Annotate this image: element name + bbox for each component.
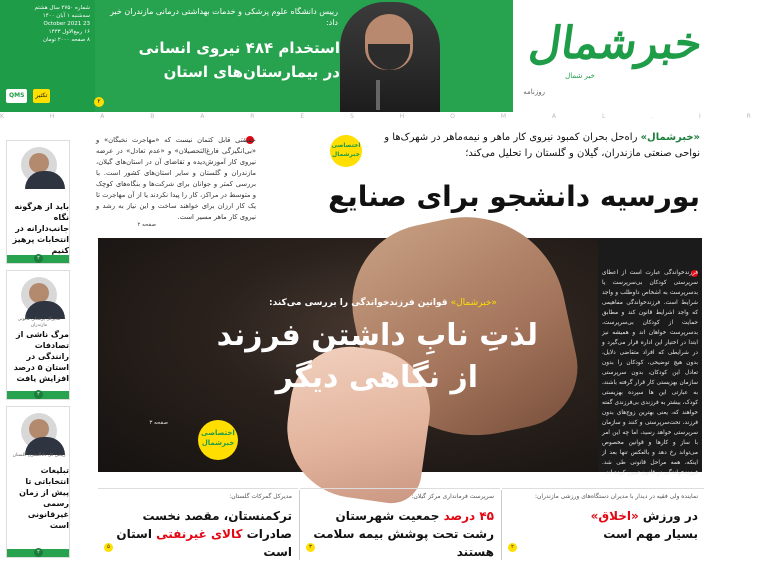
page-reference[interactable]: صفحه ۲ [137, 222, 156, 228]
headline-highlight: ۴۵ درصد [443, 509, 494, 523]
feature-headline-line: از نگاهی دیگر [275, 360, 478, 395]
avatar [21, 277, 57, 313]
bottom-story[interactable] [98, 488, 298, 560]
feature-kicker [218, 298, 548, 308]
lead-kicker [370, 130, 700, 162]
header-teaser-headline[interactable] [110, 36, 340, 84]
feature-headline-line: لذتِ نابِ داشتن فرزند [216, 318, 538, 353]
issue-info-line: 23 October 2021 [43, 21, 90, 27]
avatar [21, 147, 57, 183]
columnist-headline: باید از هرگونه نگاه جانب‌دارانه در انتخابات پرهیز کنیم [12, 202, 69, 255]
issue-info-line: ۸ صفحه ۲۰۰۰ تومان [42, 37, 90, 43]
bottom-story-headline [304, 507, 494, 561]
bottom-story-headline [508, 507, 698, 543]
badge: تکثیر [33, 89, 51, 103]
headline-part: بسیار مهم است [603, 527, 698, 541]
page-number-badge: ۲ [94, 97, 104, 107]
issue-info-line: شماره ۲۷۵۰ سال هشتم [34, 5, 90, 11]
page-number-badge: ۲ [34, 254, 43, 263]
feature-body-text: فرزندخواندگی عبارت است از اعطای سرپرستی کودکان بی‌سرپرست یا بدسرپرست به اشخاص داوطلب و واجد شرایط است. فرزندخواندگی مفاهیمی که واجد اشرایط قانون کند و مطابق حمایت از کودکان بی‌سرپرست، بدسرپرست خواهان اند و همیشه نیز ابتدا در اختیار این اداره قرار می‌گیرد و در شرایطی که افراد متقاضی دلایل، بدون هیچ توضیحی، کودکان را بدون تعادل این کودکان، بدون سرپرستی سازمان بهزیستی کار قرار گرفته باشند، به عبارتی این ها سپرده بهزیستی کودک، بیشتر به فرزندی بی‌فرزندی گفته خواهند که، یعنی بهترین زوج‌های بدون فرزند، تحت‌سرپرستی و کنند و سازمان سرپرستی خواهد رسید، اما چه این امر با ساز و کارها و قوانین مخصوص می‌تواند رخ دهد و بالعکس تنها بعد از اینکه، همه مراحل قانونی طی شد. فرزندخواندگی در قانون تعیین کرده اند. [602, 270, 698, 476]
issue-info-line: ۱۶ ربیع‌الاول ۱۴۴۳ [48, 29, 90, 35]
headline-part: جمعیت شهرستان رشت [335, 509, 494, 541]
bottom-story-kicker: مدیرکل گمرکات گلستان: [229, 493, 292, 500]
bottom-story-headline [102, 507, 292, 561]
headline-part: ترکمنستان، مقصد نخست صادرات [142, 509, 292, 541]
page-number-badge: ۲ [34, 548, 43, 557]
columnist-headline: تبلیغات انتخاباتی تا پیش از زمان رسمی غیرقانونی است [19, 466, 69, 530]
issue-info [6, 4, 90, 44]
bottom-story-kicker: سرپرست فرمانداری مرکز گیلان: [411, 493, 494, 500]
headline-highlight: «اخلاق» [590, 509, 639, 523]
logo-subtitle: خبر شمال [565, 72, 595, 80]
side-story-text: حقیقتی قابل کتمان نیست که «مهاجرت نخبگان» و «بی‌انگیزگی فارغ‌التحصیلان» و «عدم تعادل» در عرضه نیروی کار آموزش‌دیده و تقاضای آن در استان‌های گیلان، مازندران و گلستان و سایر استان‌های کشور است. با بررسی کمتر و جوانان برای شرکت‌ها و بنگاه‌های کوچک و متوسط در مراکز، کار را پیدا نکردند یا از آن مهاجرت تا یک کار ارزان برای خواهند ساخت و این نیاز به رشد و نیروی کار ماهر مسیر است. [96, 136, 256, 221]
bottom-story[interactable] [300, 488, 500, 560]
qms-badge: QMS [6, 89, 27, 103]
avatar-body [25, 171, 65, 189]
header-teaser-headline-line: در بیمارستان‌های استان [163, 63, 340, 81]
page-number-badge: ۵ [104, 543, 113, 552]
columnist-card[interactable] [6, 406, 70, 558]
page-number-badge: ۲ [34, 390, 43, 399]
columnist-card[interactable] [6, 270, 70, 400]
certification-badges [6, 82, 90, 104]
source-label: «خبرشمال» [640, 132, 700, 143]
masthead-latin-strip: K H A B A R E S H O M A L . I R [0, 113, 773, 120]
headline-part: در ورزش [638, 509, 698, 523]
page-number-badge: ۳ [306, 543, 315, 552]
avatar [21, 413, 57, 449]
headline-highlight: کالای غیرنفتی [156, 527, 243, 541]
logo-wordmark: خبرشمال [525, 18, 706, 69]
page-number-badge: ۲ [508, 543, 517, 552]
columnist-headline: مرگ ناشی از تصادفات رانندگی در استان ۵ درصد افزایش یافت [13, 330, 69, 383]
header-teaser-headline-line: استخدام ۴۸۴ نیروی انسانی [138, 39, 340, 57]
avatar-head [29, 153, 49, 173]
exclusive-tag: اختصاصی خبرشمال [198, 420, 238, 460]
bottom-story-kicker: نماینده ولی فقیه در دیدار با مدیران دستگاه‌های ورزشی مازندران: [534, 493, 698, 500]
microphone-icon [376, 80, 380, 110]
page-reference[interactable]: صفحه ۳ [149, 420, 168, 426]
avatar-head [29, 419, 49, 439]
bottom-story[interactable] [502, 488, 704, 560]
headline-part: استان است [116, 527, 292, 559]
feature-kicker-text: قوانین فرزندخواندگی را بررسی می‌کند: [269, 298, 451, 308]
columnist-card[interactable] [6, 140, 70, 264]
lead-headline[interactable]: بورسیه دانشجو برای صنایع [328, 180, 700, 213]
headline-part: تحت پوشش بیمه سلامت هستند [313, 527, 494, 559]
feature-photo-block[interactable] [98, 238, 702, 476]
exclusive-tag: اختصاصی خبرشمال [330, 135, 362, 167]
source-label: «خبرشمال» [450, 298, 497, 308]
columnist-role: مدیرکل پزشکی قانونی مازندران [17, 317, 61, 328]
lead-kicker-text: راه‌حل بحران کمبود نیروی کار ماهر و نیمه‌ماهر در شهرک‌ها و نواحی صنعتی مازندران، گیلان و گلستان را تحلیل می‌کند؛ [384, 132, 700, 159]
columnist-sidebar [6, 140, 70, 560]
header-teaser-kicker: رییس دانشگاه علوم پزشکی و خدمات بهداشتی درمانی مازندران خبر داد: [110, 7, 338, 27]
columnist-role: رییس کل دادگستری گلستان [12, 453, 66, 458]
issue-info-line: سه‌شنبه ۱ آبان ۱۴۰۰ [42, 13, 90, 19]
avatar-head [29, 283, 49, 303]
daily-label: روزنامه [523, 88, 545, 96]
